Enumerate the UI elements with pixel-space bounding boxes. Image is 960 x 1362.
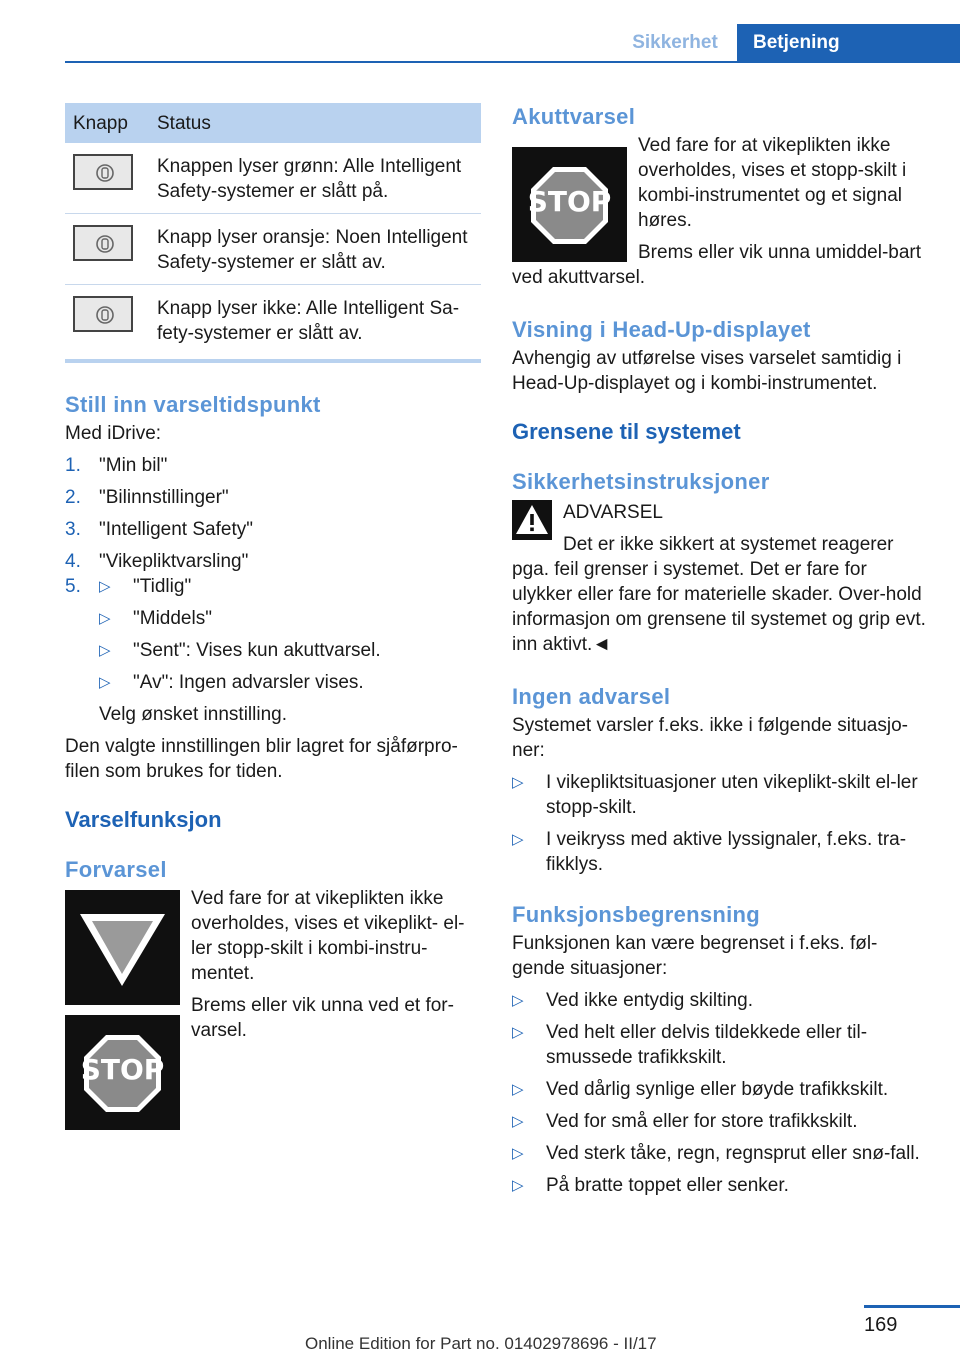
table-cell-status: Knapp lyser ikke: Alle Intelligent Sa-fety-systemer er slått av.: [149, 285, 481, 362]
triangle-bullet-icon: ▷: [99, 674, 111, 691]
warning-title: ADVARSEL: [563, 502, 663, 523]
select-text: Velg ønsket innstilling.: [99, 704, 287, 725]
heading-funksjonsbegrensning: Funksjonsbegrensning: [512, 902, 761, 927]
list-item: [512, 988, 927, 1013]
funksjonsbegrensning-intro: Funksjonen kan være begrenset i f.eks. føl-gende situasjoner:: [512, 933, 878, 979]
list-item-text: I veikryss med aktive lyssignaler, f.eks. tra-fikklys.: [546, 829, 907, 875]
header-rule: [65, 61, 960, 63]
button-icon: [73, 154, 133, 190]
list-item-text: Ved dårlig synlige eller bøyde trafikkskilt.: [546, 1079, 889, 1100]
step-text: "Vikepliktvarsling": [99, 551, 249, 572]
edition-footer: Online Edition for Part no. 01402978696 - II/17: [305, 1334, 657, 1353]
list-item-text: Ved for små eller for store trafikkskilt.: [546, 1111, 858, 1132]
footer-rule: [864, 1305, 960, 1308]
list-item: [512, 1020, 927, 1070]
heading-varselfunksjon: Varselfunksjon: [65, 807, 222, 832]
right-column: [512, 103, 927, 1198]
list-item-text: Ved ikke entydig skilting.: [546, 990, 754, 1011]
left-column: [65, 103, 481, 1166]
heading-akuttvarsel: Akuttvarsel: [512, 104, 636, 129]
ingen-advarsel-list: [512, 770, 927, 877]
list-item: [65, 453, 481, 478]
akuttvarsel-text: [512, 133, 928, 290]
step-number: 4.: [65, 551, 81, 572]
yield-sign-image: [65, 890, 180, 1005]
step-text: "Bilinnstillinger": [99, 487, 229, 508]
triangle-bullet-icon: ▷: [99, 578, 111, 595]
list-item: [99, 574, 481, 599]
list-item: [99, 638, 481, 663]
stop-sign-image: [512, 147, 627, 262]
list-item: [65, 517, 481, 542]
button-icon: [73, 296, 133, 332]
forvarsel-description: Ved fare for at vikeplikten ikke overholdes, vises et vikeplikt- el-ler stopp-skilt i kombi-instru-mentet.: [191, 888, 465, 984]
heading-still-inn: Still inn varseltidspunkt: [65, 392, 321, 417]
list-item: [65, 549, 481, 574]
list-item: [99, 670, 481, 695]
triangle-bullet-icon: ▷: [512, 831, 524, 848]
triangle-bullet-icon: ▷: [512, 1081, 524, 1098]
triangle-bullet-icon: ▷: [512, 1145, 524, 1162]
stop-label: STOP: [80, 1053, 165, 1086]
option-text: "Av": Ingen advarsler vises.: [133, 672, 364, 693]
forvarsel-text: [191, 886, 483, 1043]
akuttvarsel-block: [512, 133, 927, 290]
triangle-bullet-icon: ▷: [512, 1113, 524, 1130]
step-number: 1.: [65, 455, 81, 476]
hud-text: Avhengig av utførelse vises varselet samtidig i Head-Up-displayet og i kombi-instrumentet.: [512, 348, 902, 394]
list-item-text: I vikepliktsituasjoner uten vikeplikt-skilt el-ler stopp-skilt.: [546, 772, 918, 818]
step-text: "Intelligent Safety": [99, 519, 253, 540]
warning-text: Det er ikke sikkert at systemet reagerer pga. feil grenser i systemet. Det er fare for ulykker eller fare for materielle skader. Over-hold informasjon om grensene til systemet og grip evt. inn aktivt.◄: [512, 534, 926, 655]
steps-list: [65, 453, 481, 727]
table-row: [65, 214, 481, 285]
triangle-bullet-icon: ▷: [99, 610, 111, 627]
list-item-text: På bratte toppet eller senker.: [546, 1175, 789, 1196]
option-text: "Sent": Vises kun akuttvarsel.: [133, 640, 381, 661]
funksjonsbegrensning-list: [512, 988, 927, 1198]
list-item: [512, 1077, 927, 1102]
heading-grensene: Grensene til systemet: [512, 419, 741, 444]
table-header-status: Status: [149, 103, 481, 143]
note-profile: Den valgte innstillingen blir lagret for sjåførpro-filen som brukes for tiden.: [65, 736, 458, 782]
step-text: "Min bil": [99, 455, 168, 476]
list-item: [99, 606, 481, 631]
warning-triangle-icon: [512, 500, 552, 540]
option-text: "Tidlig": [133, 576, 192, 597]
heading-sikkerhetsinstruksjoner: Sikkerhetsinstruksjoner: [512, 469, 770, 494]
options-list: [99, 574, 481, 695]
stop-sign-image: [65, 1015, 180, 1130]
list-item-text: Ved helt eller delvis tildekkede eller til-smussede trafikkskilt.: [546, 1022, 868, 1068]
stop-label: STOP: [527, 185, 612, 218]
step-number: 3.: [65, 519, 81, 540]
table-cell-status: Knappen lyser grønn: Alle Intelligent Safety-systemer er slått på.: [149, 143, 481, 214]
list-item: [512, 770, 927, 820]
heading-ingen-advarsel: Ingen advarsel: [512, 684, 671, 709]
status-table: [65, 103, 481, 363]
forvarsel-block: [65, 886, 481, 1166]
button-icon: [73, 225, 133, 261]
table-cell-status: Knapp lyser oransje: Noen Intelligent Safety-systemer er slått av.: [149, 214, 481, 285]
triangle-bullet-icon: ▷: [512, 774, 524, 791]
triangle-bullet-icon: ▷: [512, 1177, 524, 1194]
warning-block: [512, 500, 927, 657]
heading-forvarsel: Forvarsel: [65, 857, 167, 882]
list-item: [512, 1109, 927, 1134]
table-row: [65, 285, 481, 362]
heading-hud: Visning i Head-Up-displayet: [512, 317, 811, 342]
intro-idrive: Med iDrive:: [65, 423, 162, 444]
header-tab-betjening[interactable]: Betjening: [737, 24, 960, 62]
akuttvarsel-action: Brems eller vik unna umiddel-bart ved akuttvarsel.: [512, 242, 922, 288]
step-number: 2.: [65, 487, 81, 508]
page-number: 169: [864, 1314, 898, 1336]
triangle-bullet-icon: ▷: [512, 1024, 524, 1041]
list-item: [512, 1173, 927, 1198]
ingen-advarsel-intro: Systemet varsler f.eks. ikke i følgende situasjo-ner:: [512, 715, 908, 761]
table-row: [65, 143, 481, 214]
triangle-bullet-icon: ▷: [99, 642, 111, 659]
akuttvarsel-description: Ved fare for at vikeplikten ikke overholdes, vises et stopp-skilt i kombi-instrumentet og et signal høres.: [638, 135, 907, 231]
option-text: "Middels": [133, 608, 212, 629]
header-tab-sikkerhet[interactable]: Sikkerhet: [632, 32, 718, 53]
forvarsel-action: Brems eller vik unna ved et for-varsel.: [191, 995, 454, 1041]
step-number: 5.: [65, 576, 81, 597]
triangle-bullet-icon: ▷: [512, 992, 524, 1009]
list-item-text: Ved sterk tåke, regn, regnsprut eller snø-fall.: [546, 1143, 920, 1164]
table-header-knapp: Knapp: [65, 103, 149, 143]
list-item: [512, 827, 927, 877]
list-item: [512, 1141, 927, 1166]
list-item: [65, 574, 481, 727]
list-item: [65, 485, 481, 510]
